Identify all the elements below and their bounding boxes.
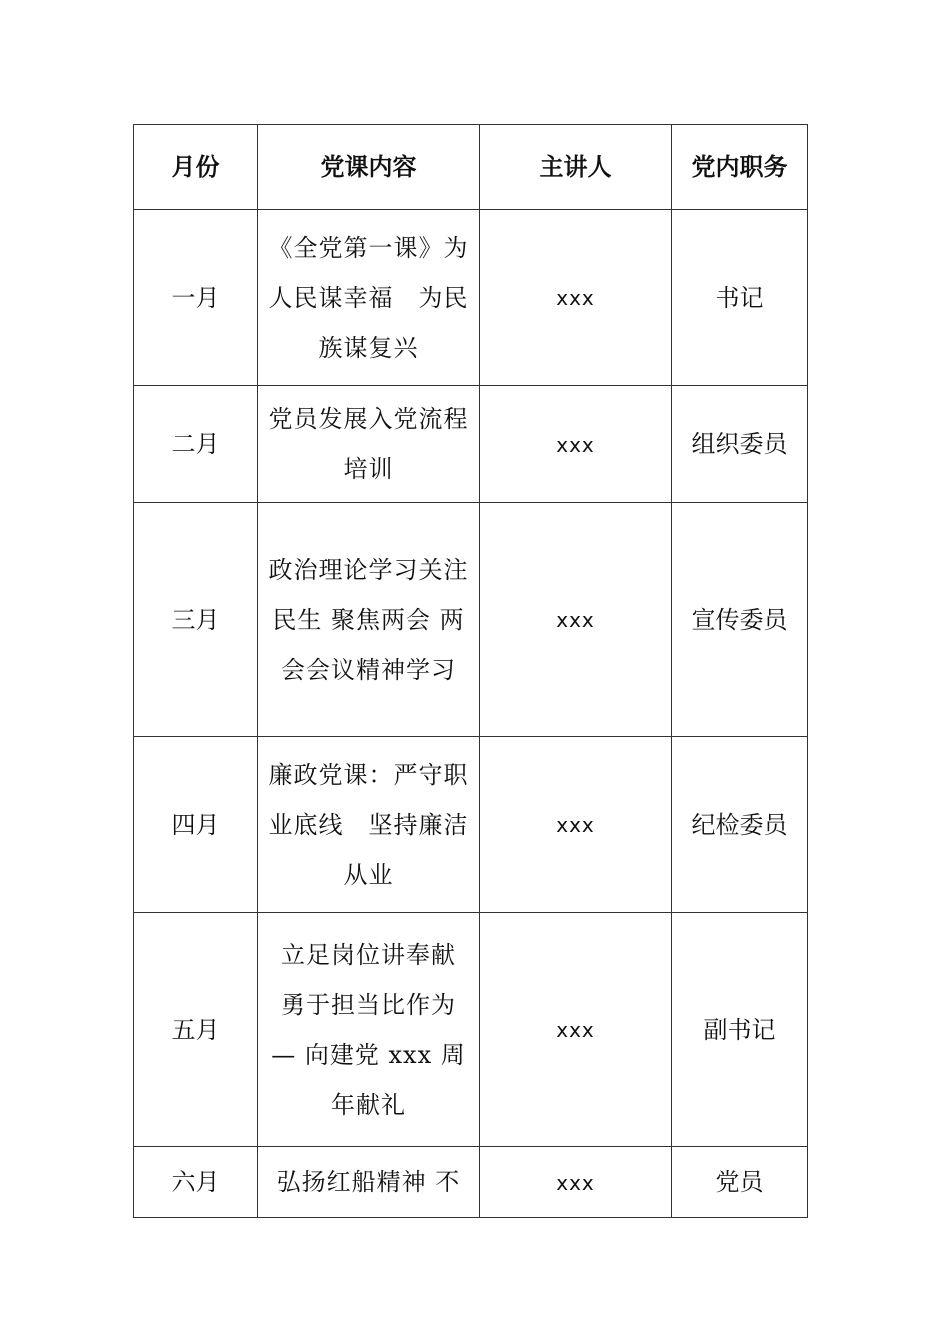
topic-text: 党员发展入党流程培训 [268,405,469,483]
cell-topic [258,386,480,503]
header-month: 月份 [134,125,258,210]
speaker-text: xxx [556,432,595,457]
cell-month: 二月 [134,386,258,503]
table-row [134,210,808,386]
cell-speaker [480,503,672,737]
table-row [134,1147,808,1218]
cell-role: 党员 [672,1147,808,1218]
cell-speaker [480,737,672,913]
table-row [134,503,808,737]
cell-speaker [480,386,672,503]
cell-month: 六月 [134,1147,258,1218]
speaker-text: xxx [556,608,595,632]
cell-speaker [480,210,672,386]
cell-role: 宣传委员 [672,503,808,737]
header-role: 党内职务 [672,125,808,210]
cell-month: 一月 [134,210,258,386]
topic-text: 《全党第一课》为人民谋幸福 为民族谋复兴 [268,233,469,362]
cell-topic [258,913,480,1147]
cell-month: 四月 [134,737,258,913]
table-row [134,737,808,913]
cell-speaker [480,1147,672,1218]
cell-month: 三月 [134,503,258,737]
topic-text: 弘扬红船精神 不 [276,1168,461,1196]
topic-text: 廉政党课：严守职业底线 坚持廉洁从业 [268,760,469,889]
cell-speaker [480,913,672,1147]
cell-topic [258,1147,480,1218]
speaker-text: xxx [556,286,595,310]
speaker-text: xxx [556,1018,595,1042]
cell-role: 副书记 [672,913,808,1147]
speaker-text: xxx [556,813,595,837]
table-row [134,386,808,503]
party-lecture-schedule-table [133,124,808,1218]
header-topic: 党课内容 [258,125,480,210]
cell-topic [258,737,480,913]
cell-role: 书记 [672,210,808,386]
topic-text: 立足岗位讲奉献 勇于担当比作为 — 向建党 xxx 周年献礼 [271,940,466,1119]
cell-month: 五月 [134,913,258,1147]
table-row [134,913,808,1147]
cell-topic [258,210,480,386]
cell-role: 纪检委员 [672,737,808,913]
cell-role: 组织委员 [672,386,808,503]
header-speaker: 主讲人 [480,125,672,210]
cell-topic [258,503,480,737]
topic-text: 政治理论学习关注民生 聚焦两会 两会会议精神学习 [268,555,469,684]
table-header-row [134,125,808,210]
speaker-text: xxx [556,1170,595,1195]
